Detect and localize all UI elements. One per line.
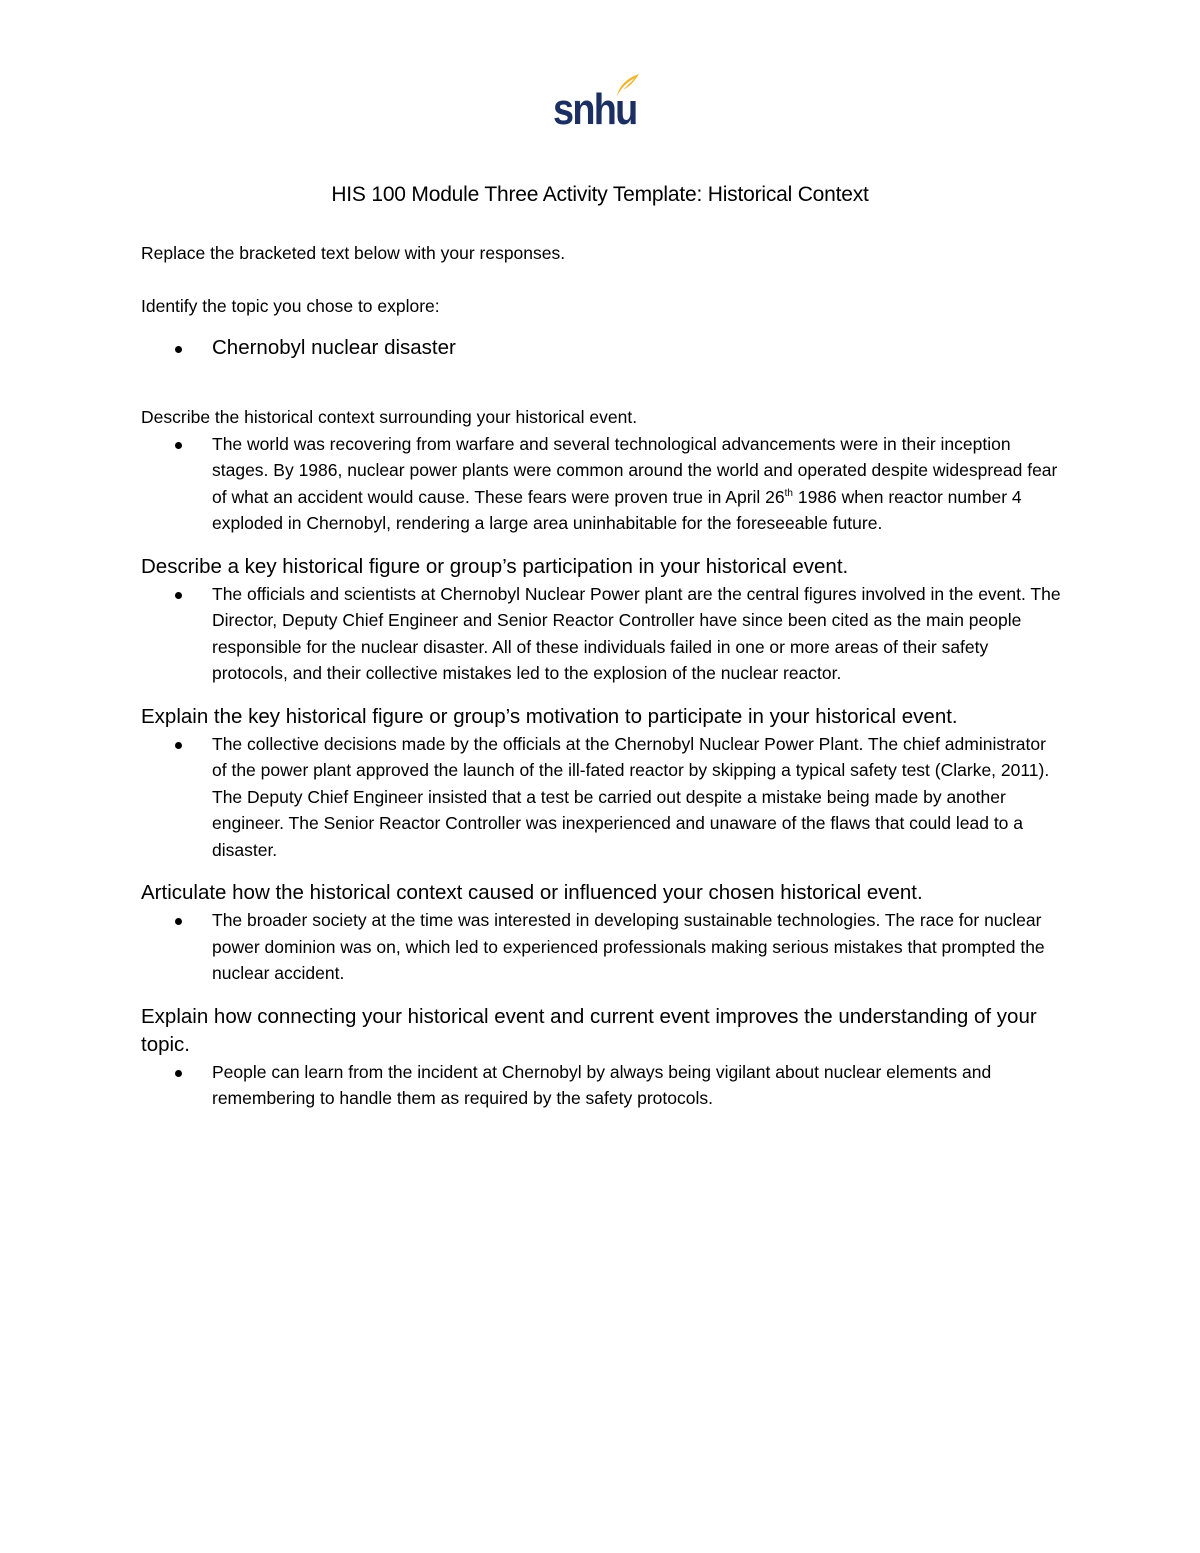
- answer-text: The world was recovering from warfare and several technological advancements were in their inception stages. By 1986, nuclear power plants were common around the world and operated despite widespread fear of what an accident would cause. These fears were proven true in April 26: [212, 433, 1058, 507]
- logo-wordmark: snhu: [553, 85, 637, 134]
- section-answer-list: [141, 731, 1061, 864]
- bullet-icon: [175, 346, 182, 353]
- answer-text: The broader society at the time was interested in developing sustainable technologies. The race for nuclear power dominion was on, which led to experienced professionals making serious mistakes that prompted the nuclear accident.: [212, 910, 1045, 983]
- document-title: HIS 100 Module Three Activity Template: Historical Context: [331, 183, 869, 206]
- answer-text: The collective decisions made by the officials at the Chernobyl Nuclear Power Plant. The chief administrator of the power plant approved the launch of the ill-fated reactor by skipping a typical safety test (Clarke, 2011). The Deputy Chief Engineer insisted that a test be carried out despite a mistake being made by another engineer. The Senior Reactor Controller was inexperienced and unaware of the flaws that could lead to a disaster.: [212, 733, 1050, 860]
- list-item: [141, 731, 1061, 864]
- section-heading: Explain how connecting your historical event and current event improves the understanding of your topic.: [141, 1004, 1037, 1056]
- list-item: [141, 431, 1061, 537]
- answer-text: The officials and scientists at Chernobyl Nuclear Power plant are the central figures involved in the event. The Director, Deputy Chief Engineer and Senior Reactor Controller have since been cited as the main people responsible for the nuclear disaster. All of these individuals failed in one or more areas of their safety protocols, and their collective mistakes led to the explosion of the nuclear reactor.: [212, 583, 1061, 683]
- section-answer-list: [141, 1059, 1061, 1112]
- bullet-icon: [175, 742, 182, 749]
- bullet-icon: [175, 1070, 182, 1077]
- section-heading: Articulate how the historical context caused or influenced your chosen historical event.: [141, 881, 923, 904]
- list-item: [141, 581, 1061, 687]
- instructions: Replace the bracketed text below with your responses.: [141, 243, 566, 263]
- bullet-icon: [175, 442, 182, 449]
- section-answer-list: [141, 907, 1061, 987]
- section-answer-list: [141, 431, 1061, 537]
- snhu-logo: [553, 72, 643, 134]
- bullet-icon: [175, 918, 182, 925]
- section-answer-list: [141, 581, 1061, 687]
- answer-text-cont: 1986 when reactor number 4 exploded in Chernobyl, rendering a large area uninhabitable for the foreseeable future.: [212, 486, 1022, 533]
- superscript: th: [784, 487, 793, 499]
- list-item: [141, 1059, 1061, 1112]
- topic-answer: Chernobyl nuclear disaster: [212, 336, 456, 359]
- section-heading: Describe a key historical figure or group’s participation in your historical event.: [141, 554, 849, 578]
- document-body: [141, 240, 1061, 1112]
- bullet-icon: [175, 592, 182, 599]
- list-item: [141, 333, 1061, 363]
- section-heading: Describe the historical context surrounding your historical event.: [141, 407, 638, 427]
- section-heading: Explain the key historical figure or group’s motivation to participate in your historical event.: [141, 704, 958, 728]
- list-item: [141, 907, 1061, 987]
- topic-list: [141, 333, 1061, 363]
- topic-prompt: Identify the topic you chose to explore:: [141, 295, 440, 316]
- answer-text: People can learn from the incident at Chernobyl by always being vigilant about nuclear elements and remembering to handle them as required by the safety protocols.: [212, 1061, 992, 1108]
